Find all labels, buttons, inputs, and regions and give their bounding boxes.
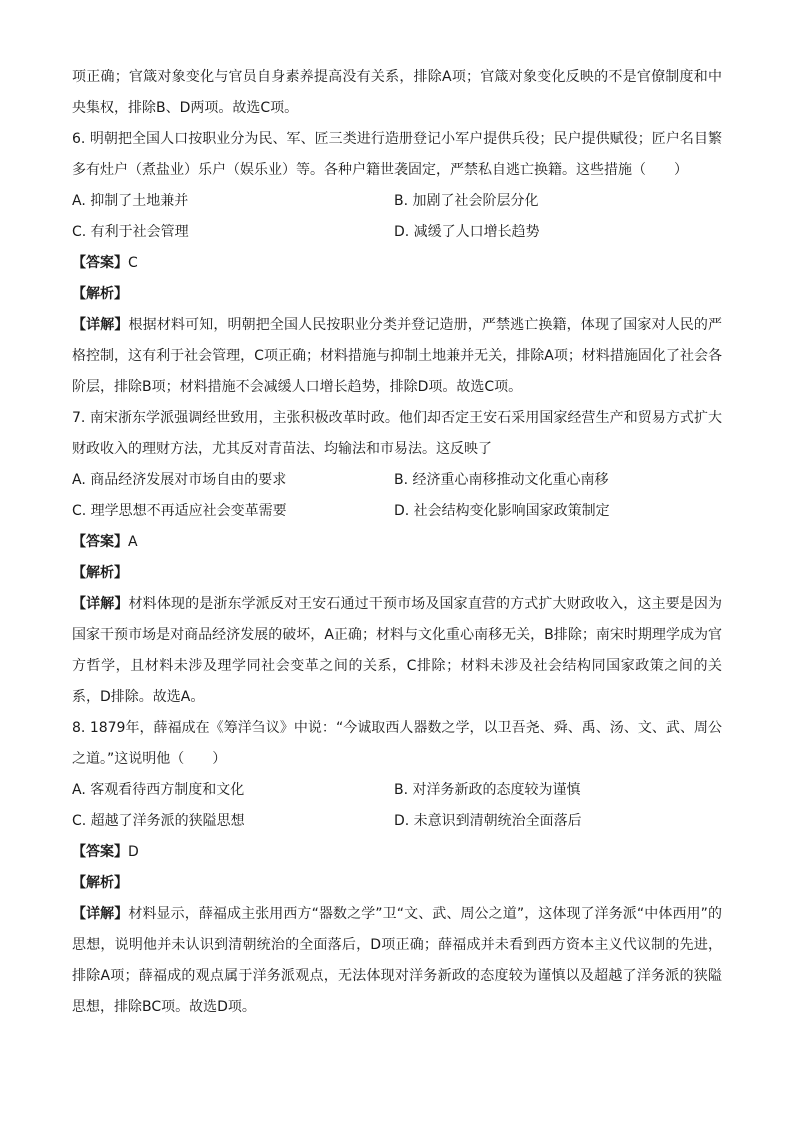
option-d: D. 社会结构变化影响国家政策制定 xyxy=(394,503,610,519)
answer-label: 【答案】 xyxy=(72,844,128,860)
question-stem: 7. 南宋浙东学派强调经世致用，主张积极改革时政。他们却否定王安石采用国家经营生产和贸易方式扩大财政收入的理财方法，尤其反对青苗法、均输法和市易法。这反映了 xyxy=(72,410,722,457)
question-7 xyxy=(72,403,722,713)
option-a: A. 商品经济发展对市场自由的要求 xyxy=(72,472,287,488)
detail-paragraph xyxy=(72,899,722,1023)
option-a: A. 抑制了土地兼并 xyxy=(72,193,189,209)
option-d: D. 减缓了人口增长趋势 xyxy=(394,224,540,240)
question-8 xyxy=(72,713,722,1023)
answer-label: 【答案】 xyxy=(72,255,128,271)
option-list xyxy=(72,775,722,837)
detail-label: 【详解】 xyxy=(72,596,129,612)
detail-text: 材料显示，薛福成主张用西方“器数之学”卫“文、武、周公之道”，这体现了洋务派“中体西用”的思想，说明他并未认识到清朝统治的全面落后，D项正确；薛福成并未看到西方资本主义代议制的先进，排除A项；薛福成的观点属于洋务派观点，无法体现对洋务新政的态度较为谨慎以及超越了洋务派的狭隘思想，排除BC项。故选D项。 xyxy=(72,906,723,1015)
analysis-label: 【解析】 xyxy=(72,286,128,302)
question-stem: 8. 1879年，薛福成在《筹洋刍议》中说：“今诚取西人器数之学，以卫吾尧、舜、禹、汤、文、武、周公之道。”这说明他（ ） xyxy=(72,720,722,767)
detail-text: 根据材料可知，明朝把全国人民按职业分类并登记造册，严禁逃亡换籍，体现了国家对人民的严格控制，这有利于社会管理，C项正确；材料措施与抑制土地兼并无关，排除A项；材料措施固化了社会各阶层，排除B项；材料措施不会减缓人口增长趋势，排除D项。故选C项。 xyxy=(72,317,723,395)
answer-value: D xyxy=(128,844,139,860)
option-list xyxy=(72,465,722,527)
detail-paragraph xyxy=(72,589,722,713)
question-6 xyxy=(72,124,722,403)
option-b: B. 对洋务新政的态度较为谨慎 xyxy=(394,782,581,798)
detail-paragraph xyxy=(72,310,722,403)
option-c: C. 超越了洋务派的狭隘思想 xyxy=(72,813,245,829)
detail-label: 【详解】 xyxy=(72,317,129,333)
option-b: B. 经济重心南移推动文化重心南移 xyxy=(394,472,609,488)
option-list xyxy=(72,186,722,248)
question-stem: 6. 明朝把全国人口按职业分为民、军、匠三类进行造册登记小军户提供兵役；民户提供赋役；匠户名目繁多有灶户（煮盐业）乐户（娱乐业）等。各种户籍世袭固定，严禁私自逃亡换籍。这些措施（ ） xyxy=(72,131,722,178)
option-d: D. 未意识到清朝统治全面落后 xyxy=(394,813,582,829)
answer-value: A xyxy=(128,534,138,550)
option-c: C. 理学思想不再适应社会变革需要 xyxy=(72,503,287,519)
answer-line xyxy=(72,248,722,279)
analysis-label: 【解析】 xyxy=(72,875,128,891)
answer-label: 【答案】 xyxy=(72,534,128,550)
option-a: A. 客观看待西方制度和文化 xyxy=(72,782,245,798)
answer-value: C xyxy=(128,255,138,271)
option-c: C. 有利于社会管理 xyxy=(72,224,189,240)
detail-text: 材料体现的是浙东学派反对王安石通过干预市场及国家直营的方式扩大财政收入，这主要是因为国家干预市场是对商品经济发展的破坏，A正确；材料与文化重心南移无关，B排除；南宋时期理学成为官方哲学，且材料未涉及理学同社会变革之间的关系，C排除；材料未涉及社会结构同国家政策之间的关系，D排除。故选A。 xyxy=(72,596,723,705)
detail-label: 【详解】 xyxy=(72,906,129,922)
analysis-label: 【解析】 xyxy=(72,565,128,581)
answer-line xyxy=(72,837,722,868)
answer-line xyxy=(72,527,722,558)
option-b: B. 加剧了社会阶层分化 xyxy=(394,193,539,209)
previous-analysis-tail: 项正确；官箴对象变化与官员自身素养提高没有关系，排除A项；官箴对象变化反映的不是官僚制度和中央集权，排除B、D两项。故选C项。 xyxy=(72,69,722,116)
